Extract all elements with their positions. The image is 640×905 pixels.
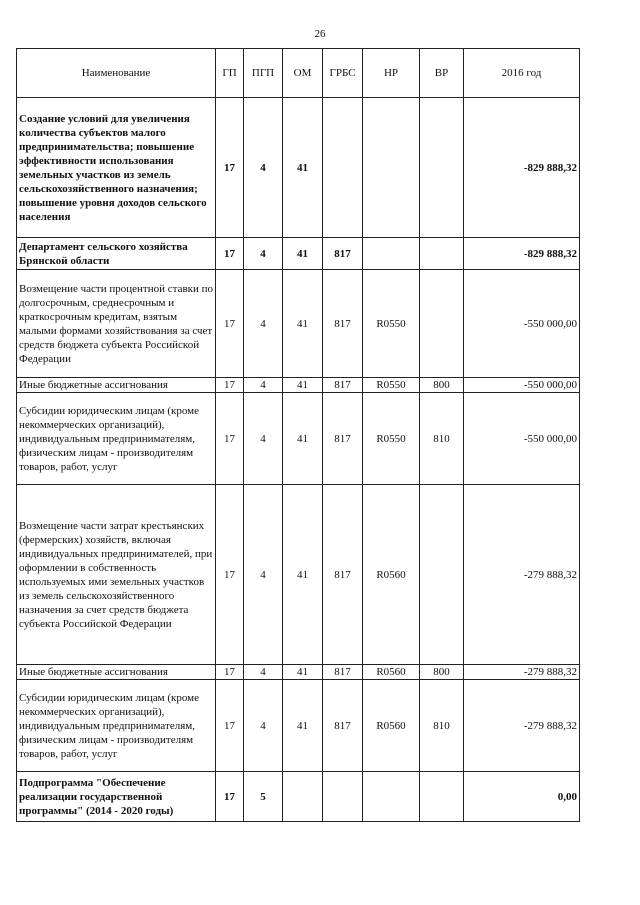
row-amount: -279 888,32 (464, 485, 580, 665)
row-pgp: 4 (244, 378, 283, 393)
row-om: 41 (283, 680, 323, 772)
row-om: 41 (283, 98, 323, 238)
row-gp: 17 (216, 270, 244, 378)
header-om: ОМ (283, 49, 323, 98)
row-amount: -829 888,32 (464, 98, 580, 238)
header-year: 2016 год (464, 49, 580, 98)
row-vr (420, 98, 464, 238)
row-nr: R0560 (363, 680, 420, 772)
row-grbs (323, 772, 363, 822)
row-vr (420, 270, 464, 378)
row-om (283, 772, 323, 822)
row-pgp: 5 (244, 772, 283, 822)
row-gp: 17 (216, 680, 244, 772)
row-name: Субсидии юридическим лицам (кроме некоммерческих организаций), индивидуальным предпринимателям, физическим лицам - производителям товаров, работ, услуг (17, 680, 216, 772)
row-grbs (323, 98, 363, 238)
table-row (17, 98, 580, 238)
row-vr: 810 (420, 393, 464, 485)
row-name: Создание условий для увеличения количества субъектов малого предпринимательства; повышение эффективности использования земельных участков из земель сельскохозяйственного назначения; повышение уровня доходов сельского населения (17, 98, 216, 238)
row-vr: 800 (420, 665, 464, 680)
row-gp: 17 (216, 378, 244, 393)
row-nr (363, 238, 420, 270)
row-grbs: 817 (323, 665, 363, 680)
table-row (17, 485, 580, 665)
header-gp: ГП (216, 49, 244, 98)
row-nr (363, 98, 420, 238)
table-row (17, 393, 580, 485)
row-name: Иные бюджетные ассигнования (17, 665, 216, 680)
row-pgp: 4 (244, 680, 283, 772)
row-nr: R0550 (363, 270, 420, 378)
table-row (17, 680, 580, 772)
row-om: 41 (283, 378, 323, 393)
header-name: Наименование (17, 49, 216, 98)
row-nr: R0550 (363, 393, 420, 485)
row-pgp: 4 (244, 270, 283, 378)
table-header-row (17, 49, 580, 98)
row-pgp: 4 (244, 665, 283, 680)
row-gp: 17 (216, 485, 244, 665)
row-om: 41 (283, 485, 323, 665)
row-om: 41 (283, 270, 323, 378)
row-grbs: 817 (323, 270, 363, 378)
row-vr: 800 (420, 378, 464, 393)
header-vr: ВР (420, 49, 464, 98)
header-pgp: ПГП (244, 49, 283, 98)
table-row (17, 772, 580, 822)
row-grbs: 817 (323, 485, 363, 665)
row-grbs: 817 (323, 393, 363, 485)
row-amount: -550 000,00 (464, 393, 580, 485)
row-name: Иные бюджетные ассигнования (17, 378, 216, 393)
row-amount: 0,00 (464, 772, 580, 822)
row-om: 41 (283, 238, 323, 270)
table-row (17, 238, 580, 270)
row-amount: -829 888,32 (464, 238, 580, 270)
header-grbs: ГРБС (323, 49, 363, 98)
row-gp: 17 (216, 393, 244, 485)
table-row (17, 665, 580, 680)
row-grbs: 817 (323, 378, 363, 393)
row-amount: -550 000,00 (464, 378, 580, 393)
header-nr: НР (363, 49, 420, 98)
budget-table (16, 48, 580, 822)
table-row (17, 270, 580, 378)
row-nr: R0550 (363, 378, 420, 393)
row-amount: -279 888,32 (464, 680, 580, 772)
row-nr: R0560 (363, 665, 420, 680)
row-amount: -279 888,32 (464, 665, 580, 680)
row-name: Возмещение части процентной ставки по долгосрочным, среднесрочным и краткосрочным кредитам, взятым малыми формами хозяйствования за счет средств бюджета субъекта Российской Федерации (17, 270, 216, 378)
row-vr: 810 (420, 680, 464, 772)
row-nr: R0560 (363, 485, 420, 665)
row-pgp: 4 (244, 485, 283, 665)
row-om: 41 (283, 393, 323, 485)
table-row (17, 378, 580, 393)
row-om: 41 (283, 665, 323, 680)
row-gp: 17 (216, 98, 244, 238)
row-pgp: 4 (244, 393, 283, 485)
row-pgp: 4 (244, 98, 283, 238)
row-gp: 17 (216, 772, 244, 822)
row-nr (363, 772, 420, 822)
row-amount: -550 000,00 (464, 270, 580, 378)
row-name: Субсидии юридическим лицам (кроме некоммерческих организаций), индивидуальным предпринимателям, физическим лицам - производителям товаров, работ, услуг (17, 393, 216, 485)
row-name: Возмещение части затрат крестьянских (фермерских) хозяйств, включая индивидуальных предпринимателей, при оформлении в собственность используемых ими земельных участков из земель сельскохозяйственного назначения за счет средств бюджета субъекта Российской Федерации (17, 485, 216, 665)
row-name: Департамент сельского хозяйства Брянской области (17, 238, 216, 270)
row-pgp: 4 (244, 238, 283, 270)
page-number: 26 (314, 28, 326, 40)
row-name: Подпрограмма "Обеспечение реализации государственной программы" (2014 - 2020 годы) (17, 772, 216, 822)
row-vr (420, 772, 464, 822)
row-gp: 17 (216, 665, 244, 680)
row-grbs: 817 (323, 680, 363, 772)
row-vr (420, 238, 464, 270)
row-vr (420, 485, 464, 665)
row-grbs: 817 (323, 238, 363, 270)
row-gp: 17 (216, 238, 244, 270)
